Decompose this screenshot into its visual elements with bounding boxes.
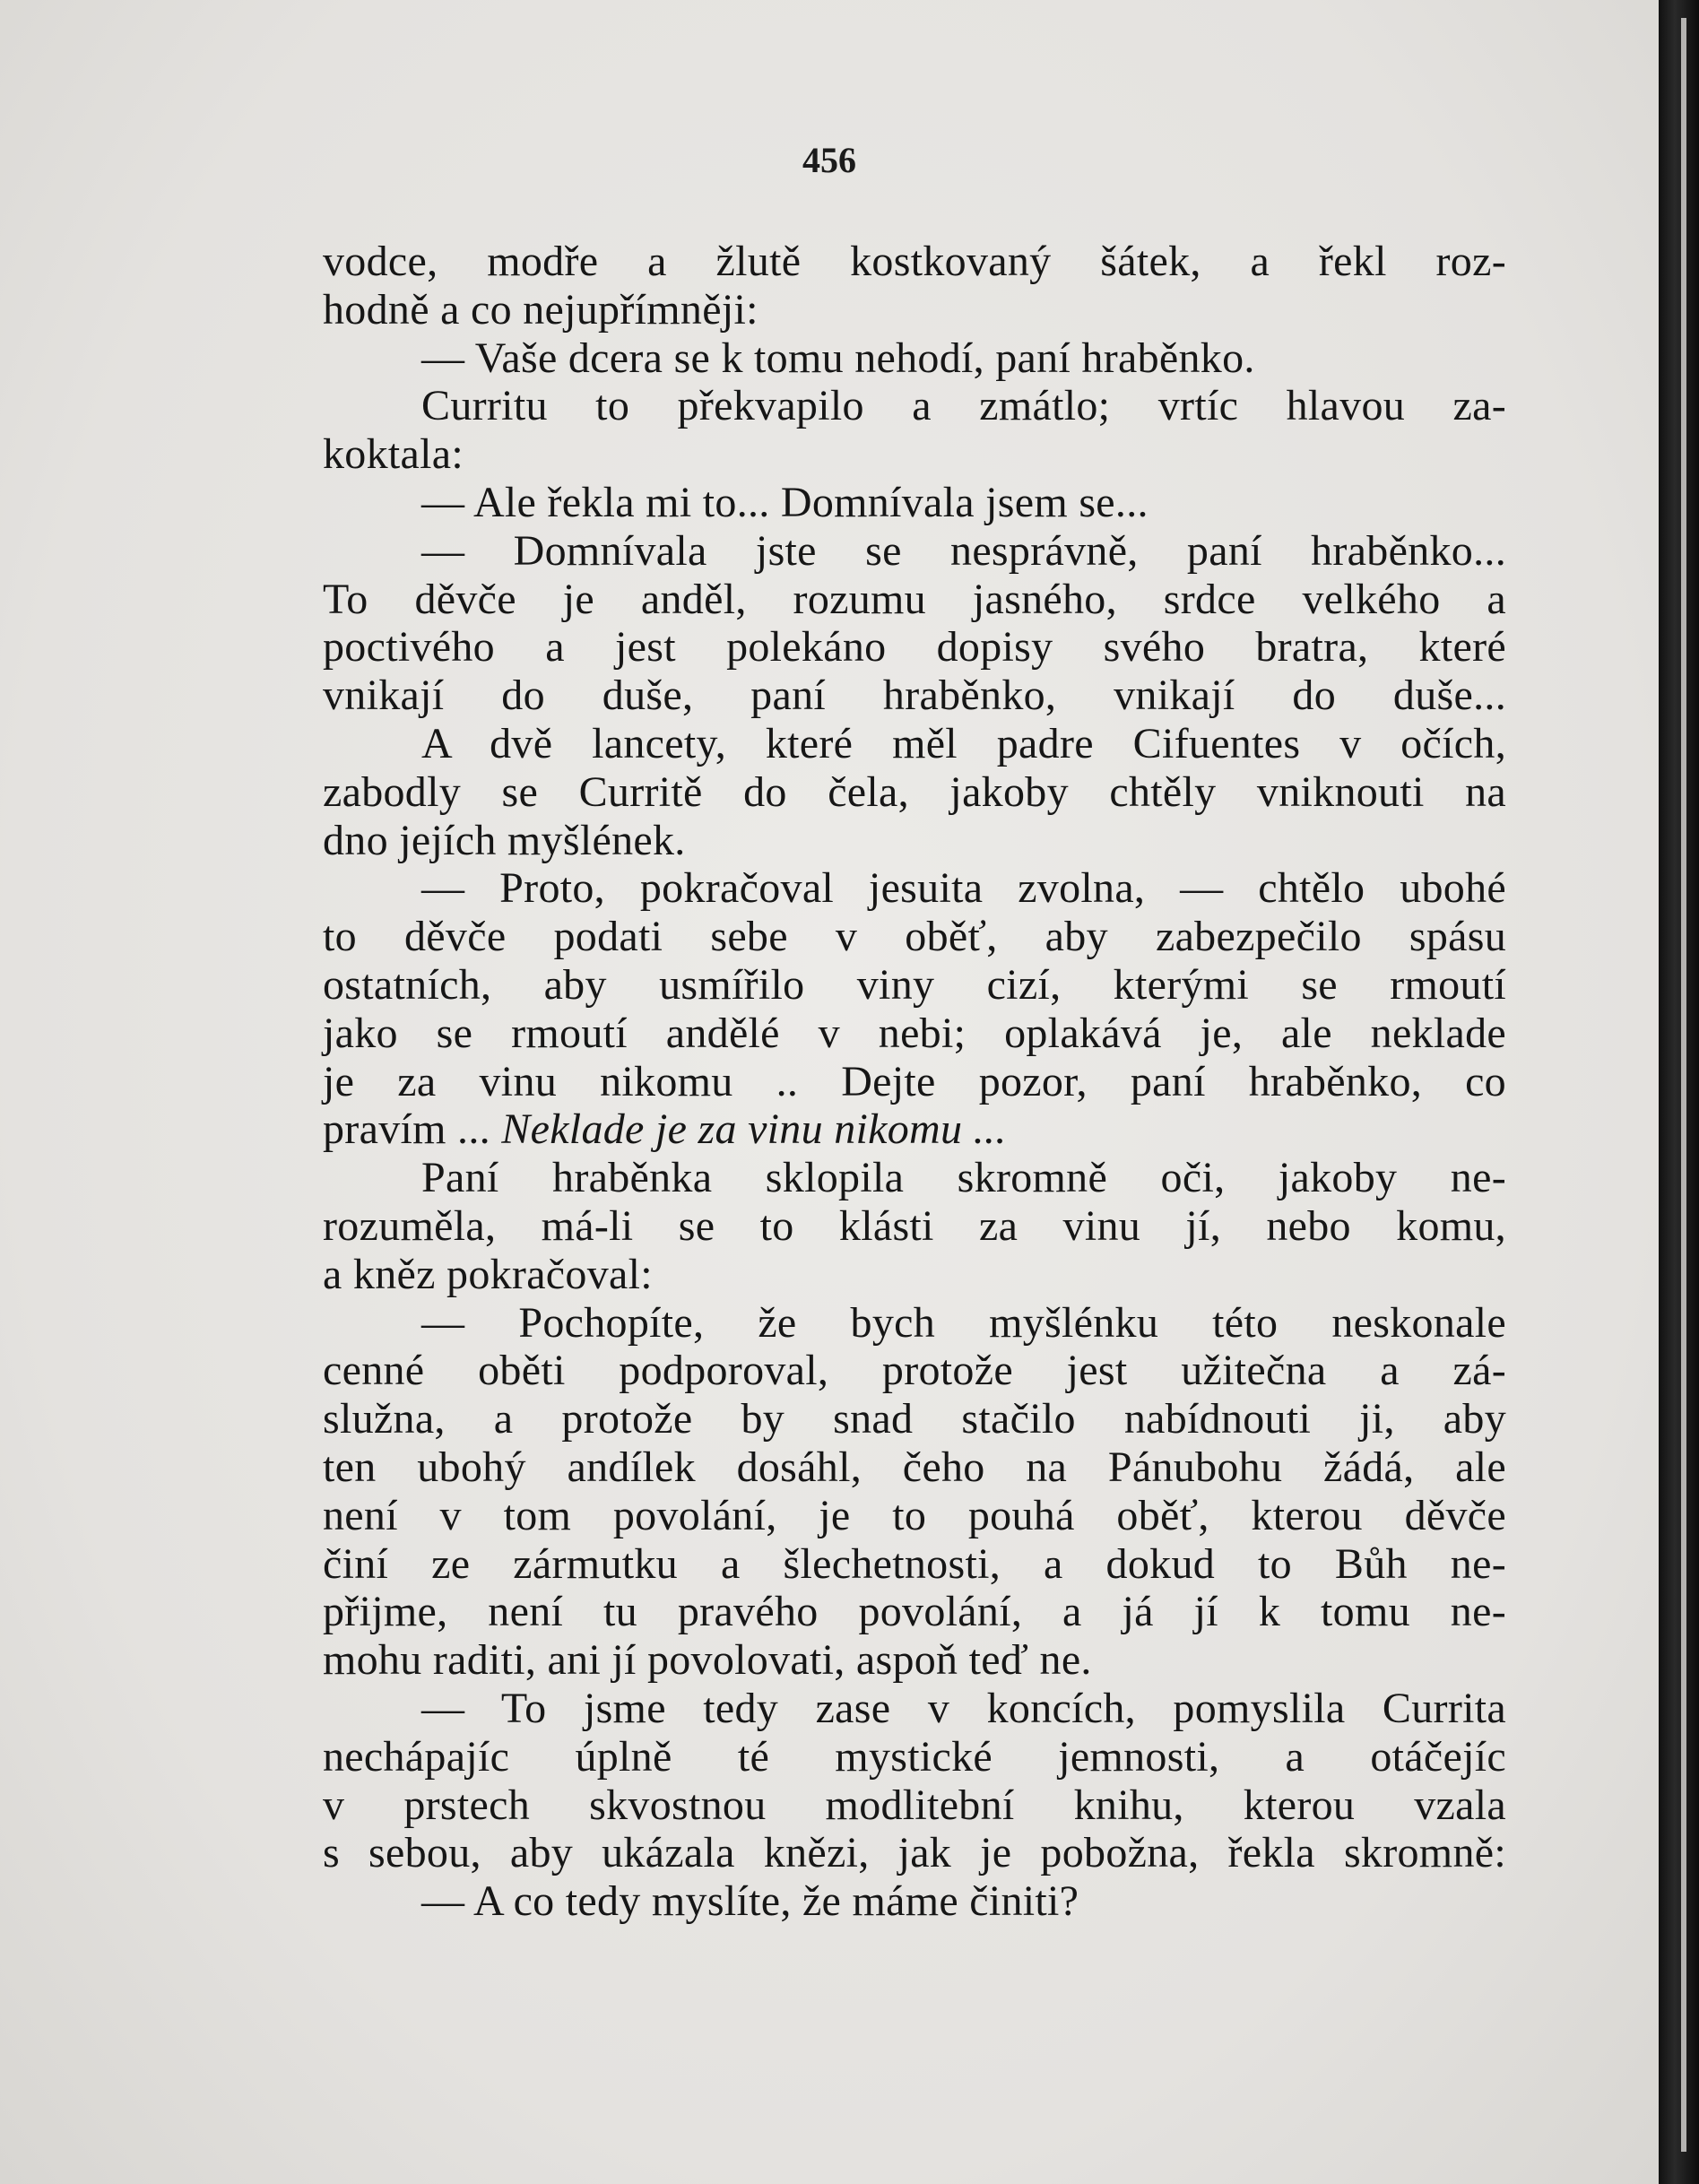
text-line: ten ubohý andílek dosáhl, čeho na Pánubohu žádá, ale	[323, 1443, 1506, 1491]
text-line: dno jejích myšlének.	[323, 816, 686, 864]
text-line: — Proto, pokračoval jesuita zvolna, — chtělo ubohé	[421, 864, 1506, 913]
text-fragment: pravím ...	[323, 1105, 490, 1154]
text-line: jako se rmoutí andělé v nebi; oplakává je, ale neklade	[323, 1009, 1506, 1057]
text-line: — Ale řekla mi to... Domnívala jsem se...	[421, 478, 1149, 526]
text-line: je za vinu nikomu .. Dejte pozor, paní hraběnko, co	[323, 1057, 1506, 1105]
text-line: činí ze zármutku a šlechetnosti, a dokud to Bůh ne-	[323, 1539, 1506, 1588]
text-line: poctivého a jest polekáno dopisy svého bratra, které	[323, 623, 1506, 672]
text-line: ostatních, aby usmířilo viny cizí, kterými se rmoutí	[323, 960, 1506, 1009]
text-line: s sebou, aby ukázala knězi, jak je pobožna, řekla skromně:	[323, 1829, 1506, 1877]
page-edge-line	[1681, 18, 1686, 2152]
text-line: koktala:	[323, 430, 464, 479]
text-line: cenné oběti podporoval, protože jest užitečna a zá-	[323, 1347, 1506, 1395]
italic-emphasis: Neklade je za vinu nikomu ...	[501, 1105, 1007, 1154]
book-spine-edge	[1659, 0, 1699, 2184]
text-line-mixed	[323, 1105, 1506, 1154]
text-line: Paní hraběnka sklopila skromně oči, jakoby ne-	[421, 1154, 1506, 1202]
text-line: vnikají do duše, paní hraběnko, vnikají do duše...	[323, 672, 1506, 720]
text-line: v prstech skvostnou modlitební knihu, kterou vzala	[323, 1781, 1506, 1829]
text-line: — Pochopíte, že bych myšlénku této neskonale	[421, 1298, 1506, 1347]
text-line: služna, a protože by snad stačilo nabídnouti ji, aby	[323, 1395, 1506, 1443]
body-text	[323, 238, 1506, 1926]
text-line: — Vaše dcera se k tomu nehodí, paní hraběnko.	[421, 334, 1255, 382]
text-line: nechápajíc úplně té mystické jemnosti, a otáčejíc	[323, 1732, 1506, 1781]
text-line: a kněz pokračoval:	[323, 1250, 653, 1298]
text-line: přijme, není tu pravého povolání, a já jí k tomu ne-	[323, 1588, 1506, 1636]
text-line: mohu raditi, ani jí povolovati, aspoň teď ne.	[323, 1636, 1092, 1685]
text-line: rozuměla, má-li se to klásti za vinu jí, nebo komu,	[323, 1201, 1506, 1250]
text-line: zabodly se Curritě do čela, jakoby chtěly vniknouti na	[323, 767, 1506, 816]
text-line: To děvče je anděl, rozumu jasného, srdce velkého a	[323, 575, 1506, 623]
text-line: není v tom povolání, je to pouhá oběť, kterou děvče	[323, 1491, 1506, 1539]
text-line: hodně a co nejupřímněji:	[323, 285, 758, 334]
text-line: vodce, modře a žlutě kostkovaný šátek, a řekl roz-	[323, 238, 1506, 285]
text-line: A dvě lancety, které měl padre Cifuentes v očích,	[421, 719, 1506, 767]
text-line: — A co tedy myslíte, že máme činiti?	[421, 1877, 1079, 1926]
text-line: Curritu to překvapilo a zmátlo; vrtíc hlavou za-	[421, 382, 1506, 430]
text-line: — Domnívala jste se nesprávně, paní hraběnko...	[421, 526, 1506, 575]
text-line: to děvče podati sebe v oběť, aby zabezpečilo spásu	[323, 913, 1506, 961]
text-line: — To jsme tedy zase v koncích, pomyslila Currita	[421, 1684, 1506, 1732]
page-number: 456	[802, 140, 856, 180]
